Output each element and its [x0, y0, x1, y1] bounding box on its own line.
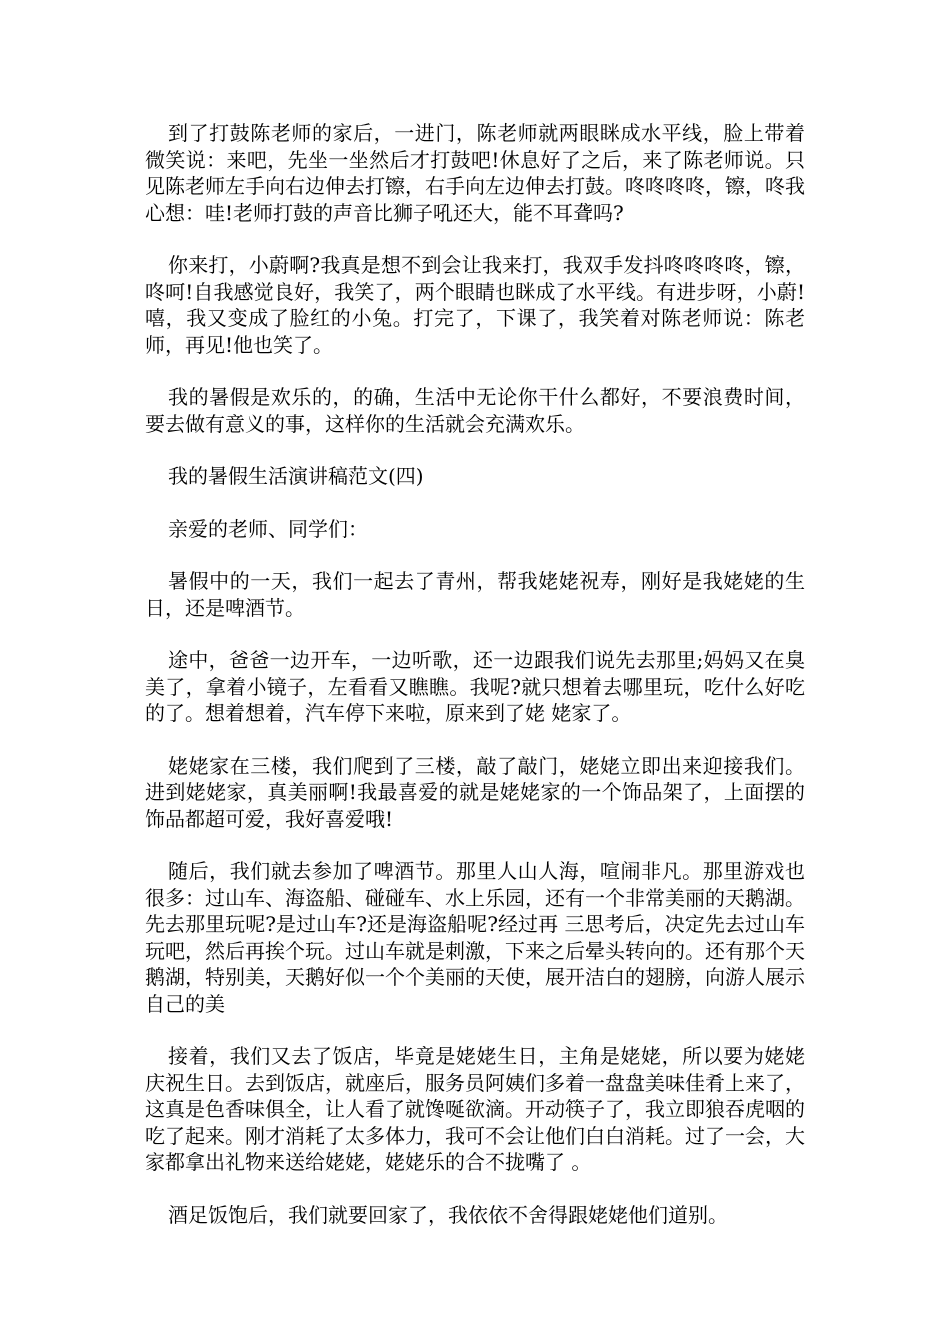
paragraph-drum-lesson-arrival: 到了打鼓陈老师的家后，一进门，陈老师就两眼眯成水平线，脸上带着微笑说：来吧，先坐一坐然后才打鼓吧!休息好了之后，来了陈老师说。只见陈老师左手向右边伸去打镲，右手向左边伸去打鼓。咚咚咚咚，镲，咚我心想：哇!老师打鼓的声音比狮子吼还大，能不耳聋吗?: [145, 121, 805, 225]
paragraph-on-the-way: 途中，爸爸一边开车，一边听歌，还一边跟我们说先去那里;妈妈又在臭美了，拿着小镜子，左看看又瞧瞧。我呢?就只想着去哪里玩，吃什么好吃的了。想着想着，汽车停下来啦，原来到了姥 姥家了。: [145, 648, 805, 725]
paragraph-restaurant: 接着，我们又去了饭店，毕竟是姥姥生日，主角是姥姥，所以要为姥姥庆祝生日。去到饭店，就座后，服务员阿姨们多着一盘盘美味佳肴上来了，这真是色香味俱全，让人看了就馋唌欲滴。开动筷子了，我立即狼吞虎咽的吃了起来。刚才消耗了太多体力，我可不会让他们白白消耗。过了一会，大家都拿出礼物来送给姥姥，姥姥乐的合不拢嘴了 。: [145, 1044, 805, 1174]
paragraph-grandma-house: 姥姥家在三楼，我们爬到了三楼，敲了敲门，姥姥立即出来迎接我们。进到姥姥家，真美丽啊!我最喜爱的就是姥姥家的一个饰品架了，上面摆的饰品都超可爱，我好喜爱哦!: [145, 753, 805, 831]
speech-greeting: 亲爱的老师、同学们：: [168, 516, 368, 541]
paragraph-beer-festival: 随后，我们就去参加了啤酒节。那里人山人海，喧闹非凡。那里游戏也很多：过山车、海盗船、碰碰车、水上乐园，还有一个非常美丽的天鹅湖。先去那里玩呢?是过山车?还是海盗船呢?经过再 三思考后，决定先去过山车玩吧，然后再挨个玩。过山车就是刺激，下来之后晕头转向的。还有那个天鹅湖，特别美，天鹅好似一个个美丽的天使，展开洁白的翅膀，向游人展示自己的美: [145, 859, 805, 1016]
speech-title: 我的暑假生活演讲稿范文(四): [168, 464, 424, 488]
paragraph-my-turn-to-drum: 你来打，小蔚啊?我真是想不到会让我来打，我双手发抖咚咚咚咚，镲，咚呵!自我感觉良好，我笑了，两个眼睛也眯成了水平线。有进步呀，小蔚!嘻，我又变成了脸红的小兔。打完了，下课了，我笑着对陈老师说：陈老师，再见!他也笑了。: [145, 253, 805, 357]
paragraph-happy-summer: 我的暑假是欢乐的，的确，生活中无论你干什么都好，不要浪费时间，要去做有意义的事，这样你的生活就会充满欢乐。: [145, 385, 805, 436]
paragraph-going-home: 酒足饭饱后，我们就要回家了，我依依不舍得跟姥姥他们道别。: [168, 1202, 728, 1227]
document-body: [145, 120, 805, 1254]
paragraph-trip-to-qingzhou: 暑假中的一天，我们一起去了青州，帮我姥姥祝寿，刚好是我姥姥的生日，还是啤酒节。: [145, 569, 805, 620]
